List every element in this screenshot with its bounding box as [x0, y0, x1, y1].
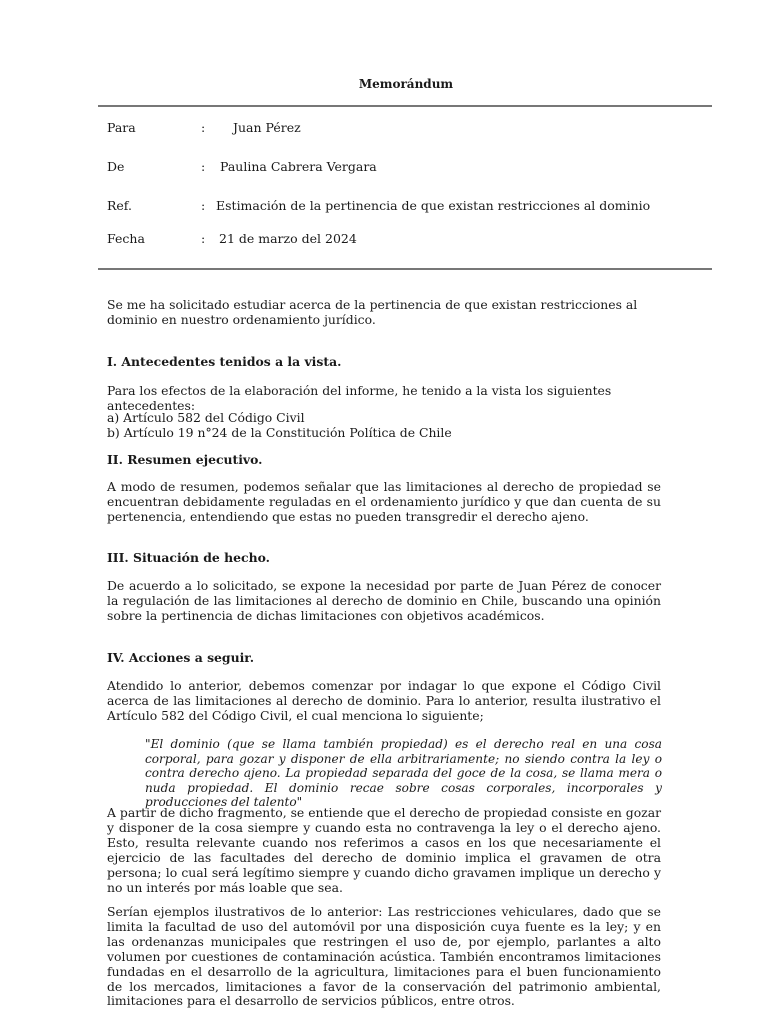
- memo-title: Memorándum: [358, 77, 454, 91]
- field-value: Estimación de la pertinencia de que existan restricciones al dominio: [216, 198, 651, 213]
- header-bottom-divider: [98, 268, 712, 270]
- field-label: Fecha: [107, 231, 145, 246]
- header-top-divider: [98, 105, 712, 107]
- section-heading: II. Resumen ejecutivo.: [107, 452, 263, 467]
- field-label: Para: [107, 120, 136, 135]
- section-paragraph: Para los efectos de la elaboración del informe, he tenido a la vista los siguientes antecedentes:: [107, 383, 612, 413]
- section-heading: I. Antecedentes tenidos a la vista.: [107, 354, 342, 369]
- legal-quote: "El dominio (que se llama también propiedad) es el derecho real en una cosa corporal, para gozar y disponer de ella arbitrariamente; no siendo contra la ley o contra derecho ajeno. La propiedad separada del goce de la cosa, se llama mera o nuda propiedad. El dominio recae sobre cosas corporales, incorporales y producciones del talento": [145, 737, 662, 809]
- field-separator: :: [201, 231, 206, 246]
- intro-paragraph: Se me ha solicitado estudiar acerca de la pertinencia de que existan restricciones al dominio en nuestro ordenamiento jurídico.: [107, 297, 638, 327]
- field-separator: :: [201, 120, 206, 135]
- field-separator: :: [201, 159, 206, 174]
- section-paragraph: Atendido lo anterior, debemos comenzar por indagar lo que expone el Código Civil acerca de las limitaciones al derecho de dominio. Para lo anterior, resulta ilustrativo el Artículo 582 del Código Civil, el cual menciona lo siguiente;: [107, 678, 661, 723]
- section-heading: IV. Acciones a seguir.: [107, 650, 255, 665]
- section-heading: III. Situación de hecho.: [107, 550, 270, 565]
- field-label: De: [107, 159, 125, 174]
- section-paragraph: De acuerdo a lo solicitado, se expone la necesidad por parte de Juan Pérez de conocer la regulación de las limitaciones al derecho de dominio en Chile, buscando una opinión sobre la pertinencia de dichas limitaciones con objetivos académicos.: [107, 578, 661, 623]
- field-value: Paulina Cabrera Vergara: [220, 159, 377, 174]
- section-paragraph: A modo de resumen, podemos señalar que las limitaciones al derecho de propiedad se encuentran debidamente reguladas en el ordenamiento jurídico y que dan cuenta de su pertenencia, entendiendo que estas no pueden transgredir el derecho ajeno.: [107, 479, 661, 524]
- field-label: Ref.: [107, 198, 132, 213]
- field-value: 21 de marzo del 2024: [219, 231, 357, 246]
- field-value: Juan Pérez: [233, 120, 301, 135]
- field-separator: :: [201, 198, 206, 213]
- list-item: b) Artículo 19 n°24 de la Constitución Política de Chile: [107, 425, 452, 440]
- section-paragraph: Serían ejemplos ilustrativos de lo anterior: Las restricciones vehiculares, dado que se limita la facultad de uso del automóvil por una disposición cuya fuente es la ley; y en las ordenanzas municipales que restringen el uso de, por ejemplo, parlantes a alto volumen por cuestiones de contaminación acústica. También encontramos limitaciones fundadas en el desarrollo de la agricultura, limitaciones para el buen funcionamiento de los mercados, limitaciones a favor de la conservación del patrimonio ambiental, limitaciones para el desarrollo de servicios públicos, entre otros.: [107, 904, 661, 1009]
- list-item: a) Artículo 582 del Código Civil: [107, 410, 305, 425]
- section-paragraph: A partir de dicho fragmento, se entiende que el derecho de propiedad consiste en gozar y disponer de la cosa siempre y cuando esta no contravenga la ley o el derecho ajeno. Esto, resulta relevante cuando nos referimos a casos en los que necesariamente el ejercicio de las facultades del derecho de dominio implica el gravamen de otra persona; lo cual será legítimo siempre y cuando dicho gravamen implique un derecho y no un interés por más loable que sea.: [107, 805, 661, 895]
